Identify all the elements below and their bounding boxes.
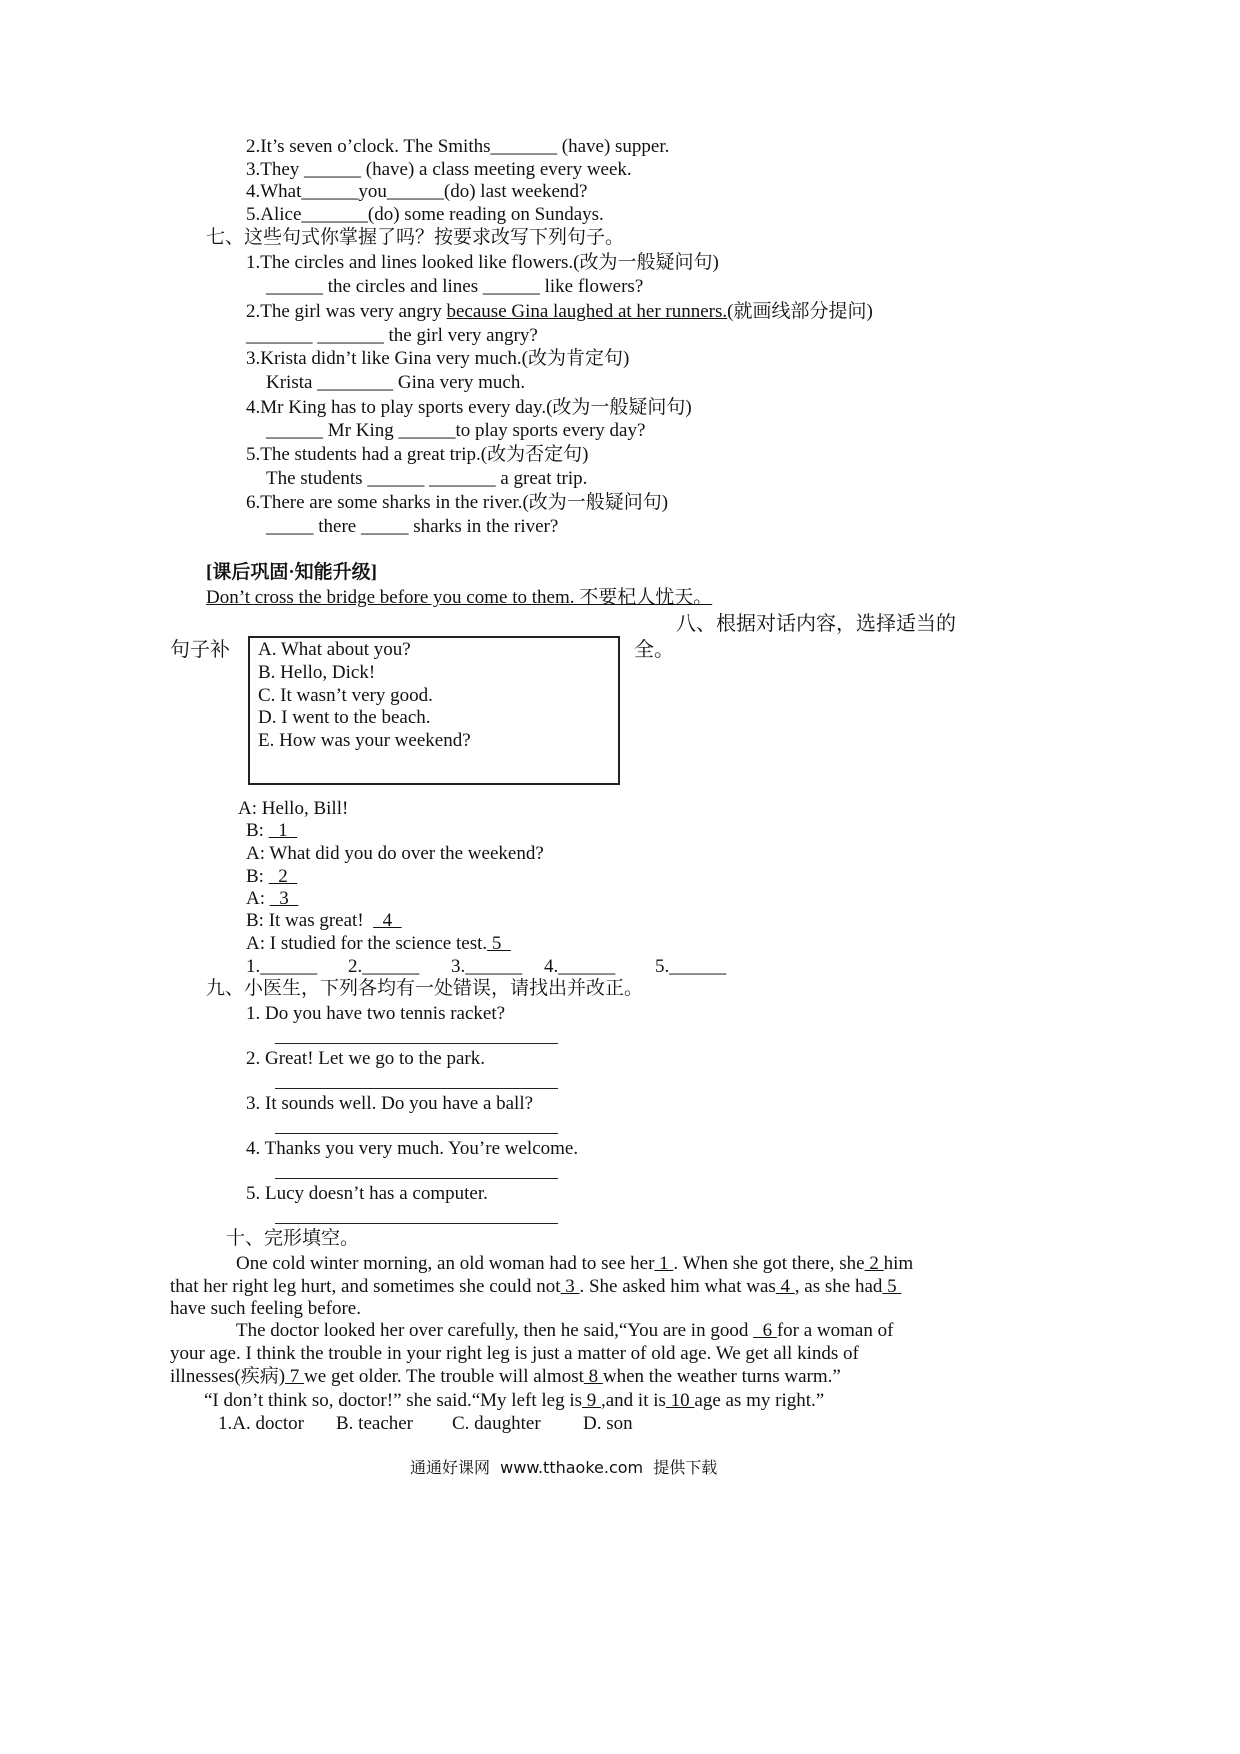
passage-text: ,and it is: [601, 1390, 666, 1411]
dialog-line-5: [246, 887, 298, 911]
passage-blank: 2: [864, 1253, 884, 1274]
passage-p1-line3: have such feeling before.: [170, 1298, 361, 1319]
passage-text: for a woman of: [776, 1320, 894, 1341]
dialog-line-2: [246, 819, 297, 843]
passage-text: age as my right.”: [694, 1390, 825, 1411]
answer-line: [275, 1223, 558, 1224]
passage-text: we get older. The trouble will almost: [304, 1366, 584, 1387]
passage-blank: 9: [582, 1390, 601, 1411]
section-7-a6: _____ there _____ sharks in the river?: [266, 516, 559, 537]
section-7-q1: 1.The circles and lines looked like flowers.(改为一般疑问句): [246, 252, 719, 273]
answer-slot-3: 3.______: [451, 956, 523, 977]
dialog-blank: 5: [487, 933, 511, 954]
passage-blank: 5: [882, 1276, 902, 1297]
passage-blank: 7: [285, 1366, 305, 1387]
passage-p2-line1: [236, 1319, 893, 1343]
dialog-text: A: Hello, Bill!: [238, 798, 349, 819]
error-item-4: 4. Thanks you very much. You’re welcome.: [246, 1138, 579, 1159]
passage-text: that her right leg hurt, and sometimes she could not: [170, 1276, 561, 1297]
dialog-blank: 3: [269, 888, 299, 909]
section-7-a4: ______ Mr King ______to play sports every day?: [266, 420, 646, 441]
q2-prefix: 2.The girl was very angry: [246, 301, 447, 322]
section-9-title: 九、小医生，下列各均有一处错误，请找出并改正。: [206, 978, 644, 999]
after-class-heading: [课后巩固·知能升级]: [206, 562, 377, 583]
passage-blank: 8: [583, 1366, 603, 1387]
answer-line: [275, 1178, 558, 1179]
passage-text: when the weather turns warm.”: [602, 1366, 841, 1387]
passage-text: . When she got there, she: [673, 1253, 865, 1274]
dialog-text: B:: [246, 866, 269, 887]
option-d: D. I went to the beach.: [258, 707, 431, 728]
answer-slot-4: 4.______: [544, 956, 616, 977]
passage-blank: 6: [753, 1320, 777, 1341]
exercise-6-item-5: 5.Alice_______(do) some reading on Sundays.: [246, 204, 604, 225]
choice-1-d: D. son: [583, 1413, 633, 1434]
passage-text: illnesses(疾病): [170, 1366, 286, 1387]
section-7-a3: Krista ________ Gina very much.: [266, 372, 526, 393]
section-8-title-c: 全。: [634, 639, 674, 661]
dialog-line-1: [238, 797, 348, 821]
choice-1-c: C. daughter: [452, 1413, 541, 1434]
choice-1-b: B. teacher: [336, 1413, 414, 1434]
section-7-a1: ______ the circles and lines ______ like flowers?: [266, 276, 644, 297]
section-8-title-b: 句子补: [170, 639, 230, 661]
answer-slot-5: 5.______: [655, 956, 727, 977]
passage-text: One cold winter morning, an old woman had to see her: [236, 1253, 655, 1274]
answer-line: [275, 1088, 558, 1089]
exercise-6-item-2: 2.It’s seven o’clock. The Smiths_______ (have) supper.: [246, 136, 670, 157]
passage-text: “I don’t think so, doctor!” she said.“My left leg is: [204, 1390, 582, 1411]
passage-blank: 3: [560, 1276, 580, 1297]
passage-p3-line1: [204, 1389, 824, 1413]
dialog-text: A: What did you do over the weekend?: [246, 843, 544, 864]
section-7-a2: _______ _______ the girl very angry?: [246, 325, 538, 346]
dialog-line-3: [246, 842, 544, 866]
answer-line: [275, 1133, 558, 1134]
section-7-q3: 3.Krista didn’t like Gina very much.(改为肯定句): [246, 348, 630, 369]
passage-p1-line1: [236, 1252, 913, 1276]
exercise-6-item-3: 3.They ______ (have) a class meeting every week.: [246, 159, 632, 180]
passage-text: . She asked him what was: [579, 1276, 776, 1297]
dialog-blank: 2: [268, 866, 298, 887]
dialog-text: B:: [246, 820, 269, 841]
section-7-q5: 5.The students had a great trip.(改为否定句): [246, 444, 589, 465]
answer-slot-2: 2.______: [348, 956, 420, 977]
option-e: E. How was your weekend?: [258, 730, 471, 751]
exercise-6-item-4: 4.What______you______(do) last weekend?: [246, 181, 588, 202]
dialog-text: A: I studied for the science test.: [246, 933, 488, 954]
answer-line: [275, 1043, 558, 1044]
q2-underlined-part: because Gina laughed at her runners.: [446, 301, 728, 322]
passage-blank: 4: [775, 1276, 795, 1297]
dialog-text: A:: [246, 888, 270, 909]
q2-suffix: (就画线部分提问): [727, 301, 873, 322]
choice-1-a: 1.A. doctor: [218, 1413, 305, 1434]
section-7-q4: 4.Mr King has to play sports every day.(改为一般疑问句): [246, 397, 692, 418]
section-7-q2: [246, 300, 873, 324]
error-item-1: 1. Do you have two tennis racket?: [246, 1003, 506, 1024]
section-8-title-a: 八、根据对话内容，选择适当的: [676, 613, 956, 635]
passage-p2-line2: your age. I think the trouble in your right leg is just a matter of old age. We get all kinds of: [170, 1343, 859, 1364]
error-item-2: 2. Great! Let we go to the park.: [246, 1048, 485, 1069]
dialog-line-7: [246, 932, 511, 956]
passage-text: , as she had: [794, 1276, 883, 1297]
passage-blank: 1: [654, 1253, 674, 1274]
dialog-line-4: [246, 865, 297, 889]
section-7-title: 七、这些句式你掌握了吗？按要求改写下列句子。: [206, 227, 625, 248]
option-a: A. What about you?: [258, 639, 411, 660]
dialog-blank: 4: [373, 910, 402, 931]
section-10-title: 十、完形填空。: [226, 1228, 360, 1249]
passage-p1-line2: [170, 1275, 901, 1299]
passage-blank: 10: [665, 1390, 695, 1411]
section-7-a5: The students ______ _______ a great trip.: [266, 468, 588, 489]
answer-slot-1: 1.______: [246, 956, 318, 977]
passage-text: him: [883, 1253, 914, 1274]
page-footer: 通通好课网 www.tthaoke.com 提供下载: [410, 1458, 718, 1477]
error-item-3: 3. It sounds well. Do you have a ball?: [246, 1093, 534, 1114]
passage-p2-line3: [170, 1365, 841, 1389]
dialog-text: B: It was great!: [246, 910, 374, 931]
dialog-line-6: [246, 909, 402, 933]
proverb: Don’t cross the bridge before you come to them. 不要杞人忧天。: [206, 587, 713, 608]
option-c: C. It wasn’t very good.: [258, 685, 433, 706]
dialog-blank: 1: [268, 820, 298, 841]
passage-text: The doctor looked her over carefully, then he said,“You are in good: [236, 1320, 754, 1341]
section-7-q6: 6.There are some sharks in the river.(改为一般疑问句): [246, 492, 669, 513]
option-b: B. Hello, Dick!: [258, 662, 376, 683]
error-item-5: 5. Lucy doesn’t has a computer.: [246, 1183, 488, 1204]
